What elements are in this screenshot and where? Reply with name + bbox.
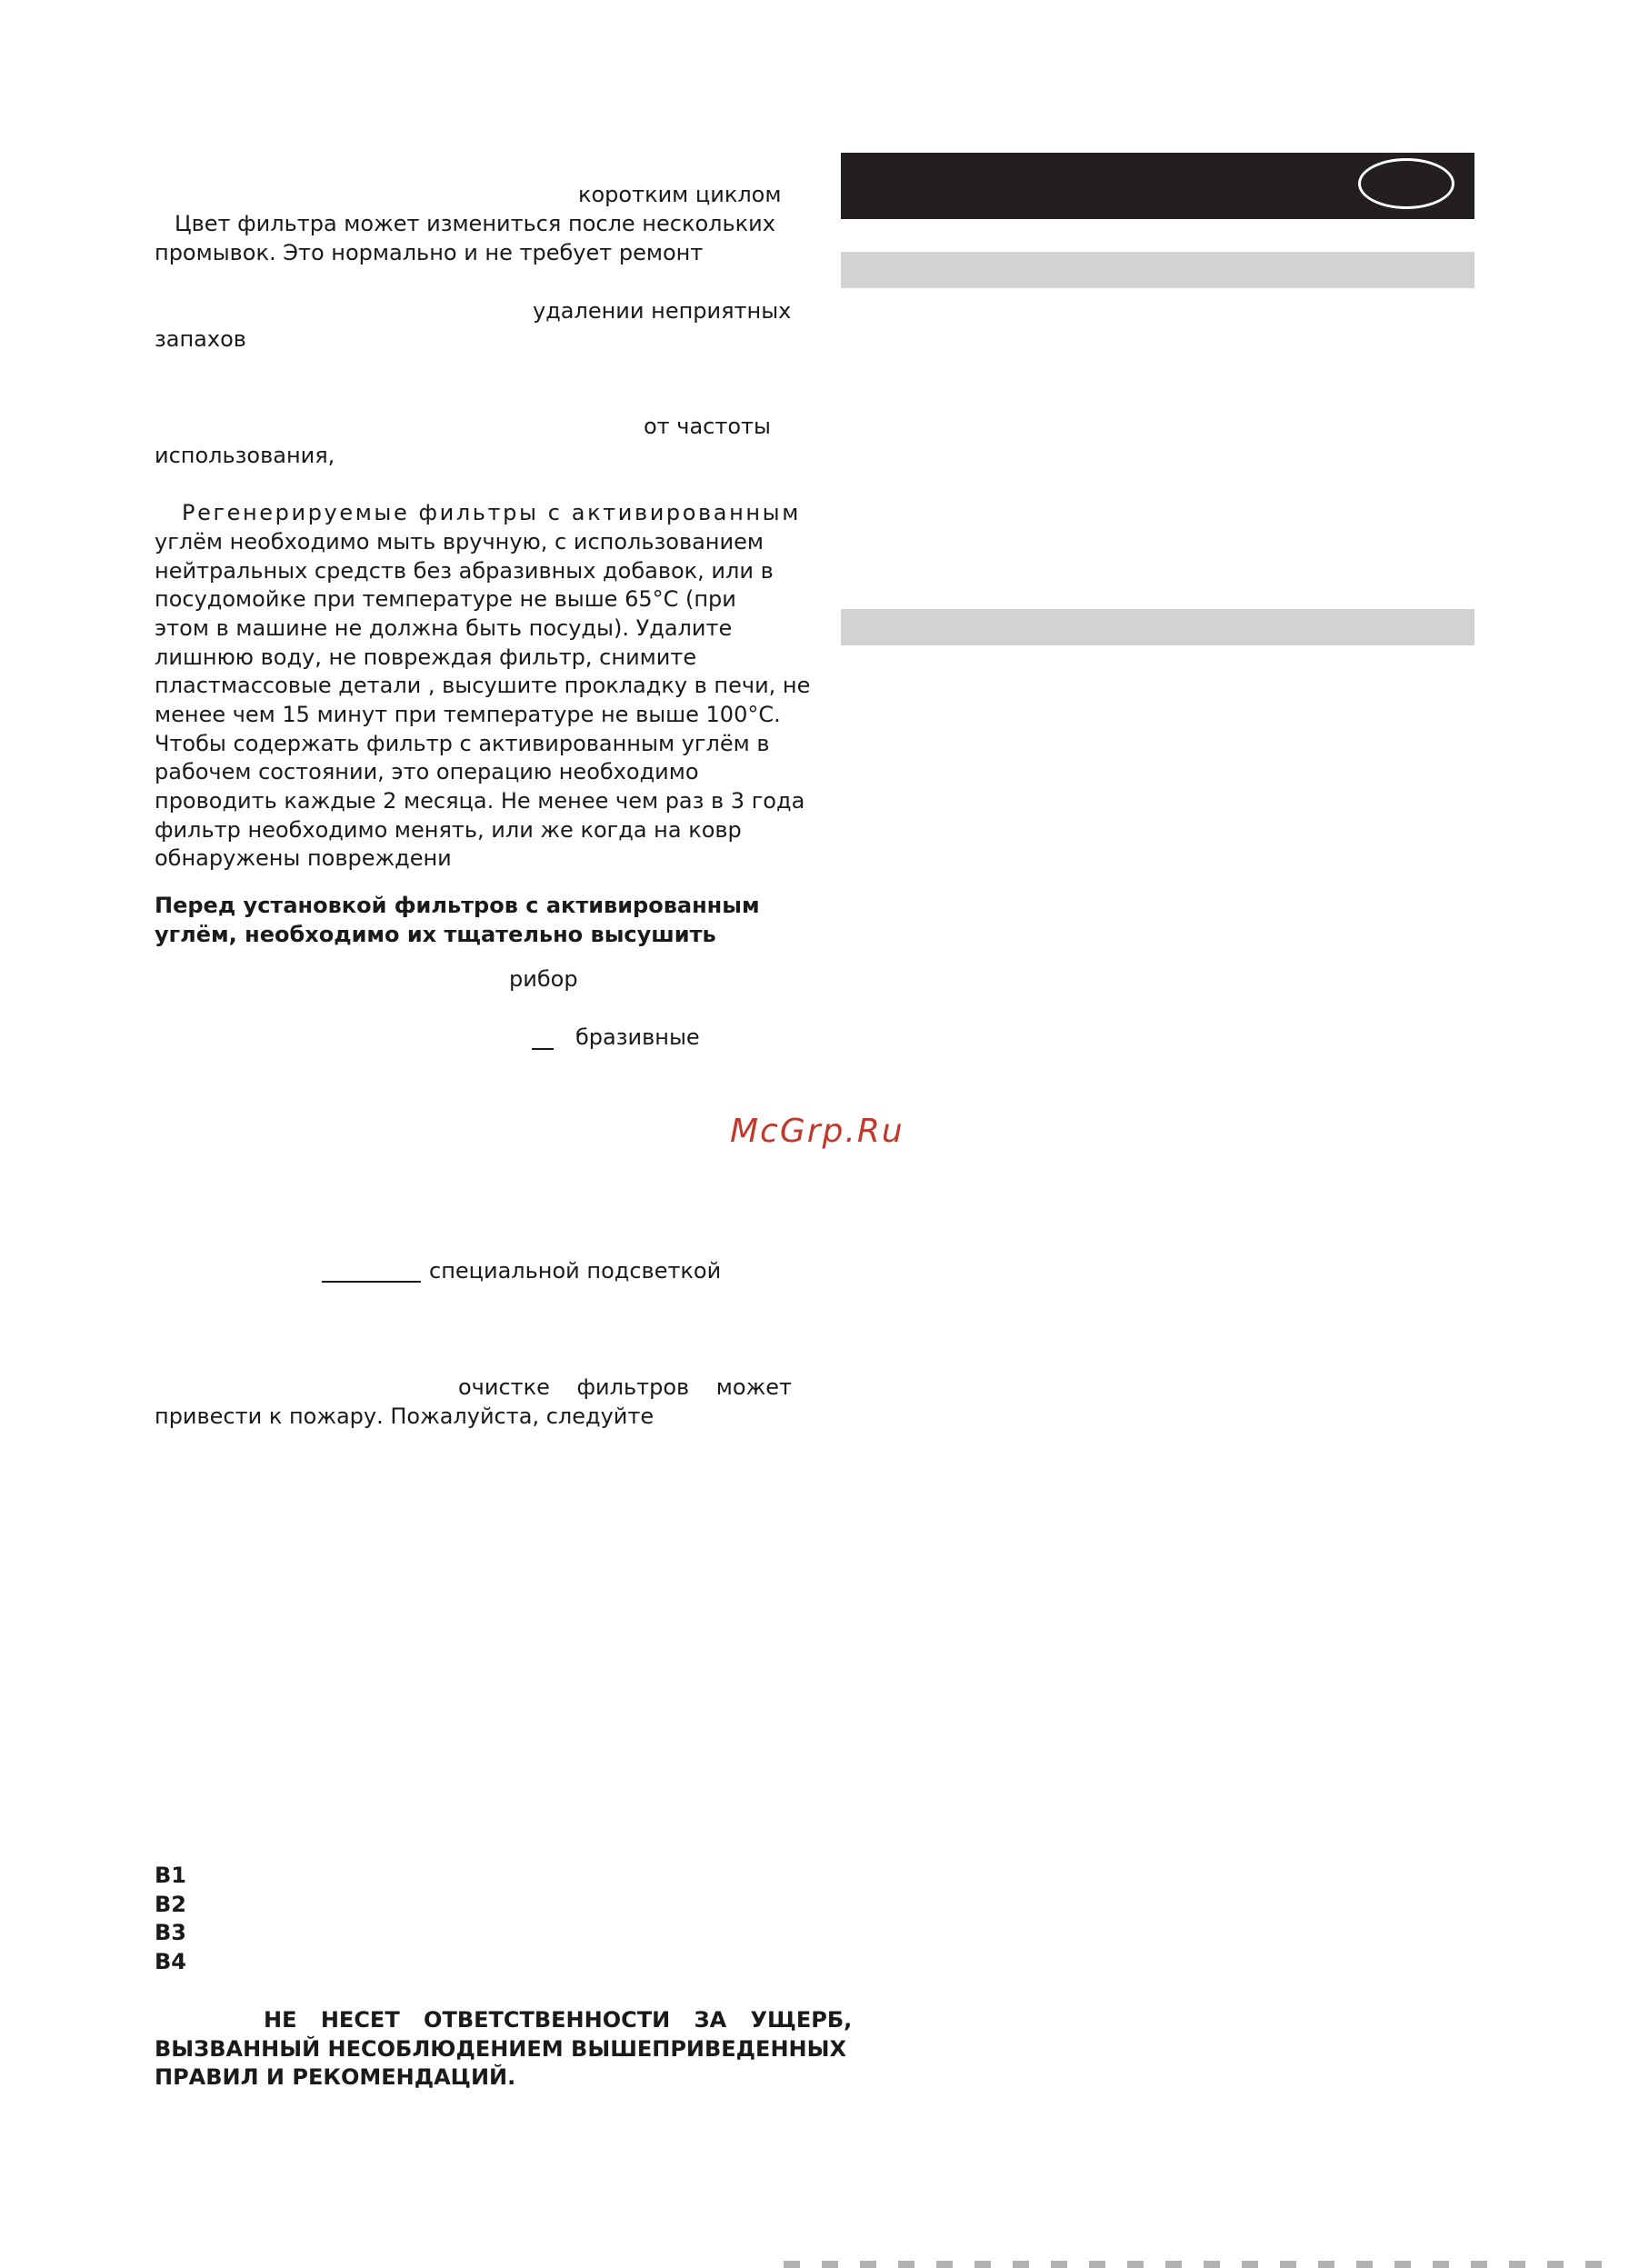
code-b4: B4 (155, 1949, 186, 1974)
watermark-text: McGrp.Ru (730, 1113, 904, 1150)
short-cycle-text: коротким циклом (578, 182, 782, 207)
regen-line: углём необходимо мыть вручную, с использованием (155, 529, 764, 555)
code-b3: B3 (155, 1920, 186, 1945)
disclaimer-line-1: НЕ НЕСЕТ ОТВЕТСТВЕННОСТИ ЗА УЩЕРБ, (264, 2007, 853, 2033)
regen-line: пластмассовые детали , высушите прокладку в печи, не (155, 673, 811, 698)
disclaimer-line-2: ВЫЗВАННЫЙ НЕСОБЛЮДЕНИЕМ ВЫШЕПРИВЕДЕННЫХ (155, 2036, 846, 2062)
regen-line: проводить каждые 2 месяца. Не менее чем раз в 3 года (155, 788, 805, 814)
cleaning-line-1: очистке фильтров может (458, 1374, 792, 1400)
grey-subheader-bar-2 (841, 609, 1474, 645)
pribor-text: рибор (509, 966, 578, 992)
frequency-line-1: от частоты (644, 414, 771, 439)
dry-filters-note-line-2: углём, необходимо их тщательно высушить (155, 922, 716, 947)
blank-underline (322, 1281, 421, 1283)
language-oval-badge (1358, 158, 1454, 209)
disclaimer-line-3: ПРАВИЛ И РЕКОМЕНДАЦИЙ. (155, 2064, 516, 2090)
regen-line: лишнюю воду, не повреждая фильтр, снимите (155, 644, 697, 670)
section-header-bar (841, 153, 1474, 219)
blank-underline (532, 1048, 554, 1050)
code-b1: B1 (155, 1863, 186, 1888)
grey-subheader-bar-1 (841, 252, 1474, 288)
frequency-line-2: использования, (155, 443, 335, 468)
regen-line: посудомойке при температуре не выше 65°C (при (155, 586, 736, 612)
regen-line: обнаружены повреждени (155, 845, 452, 871)
regen-line: менее чем 15 минут при температуре не выше 100°C. (155, 702, 781, 727)
regen-line: этом в машине не должна быть посуды). Удалите (155, 615, 733, 641)
code-b2: B2 (155, 1892, 186, 1917)
color-change-line-2: промывок. Это нормально и не требует ремонт (155, 240, 704, 265)
color-change-line-1: Цвет фильтра может измениться после нескольких (175, 211, 775, 236)
lighting-text: специальной подсветкой (429, 1258, 722, 1284)
regen-line: нейтральных средств без абразивных добавок, или в (155, 558, 774, 584)
cleaning-line-2: привести к пожару. Пожалуйста, следуйте (155, 1404, 655, 1429)
dry-filters-note-line-1: Перед установкой фильтров с активированным (155, 893, 760, 918)
regen-line: Чтобы содержать фильтр с активированным углём в (155, 731, 770, 756)
odor-line-1: удалении неприятных (533, 298, 792, 324)
footer-crop-strip (784, 2261, 1602, 2268)
regen-line: фильтр необходимо менять, или же когда на ковр (155, 817, 742, 843)
regen-line: Регенерируемые фильтры с активированным (182, 500, 801, 525)
odor-line-2: запахов (155, 326, 246, 352)
abrasive-text: бразивные (575, 1024, 700, 1050)
regen-line: рабочем состоянии, это операцию необходимо (155, 759, 699, 784)
